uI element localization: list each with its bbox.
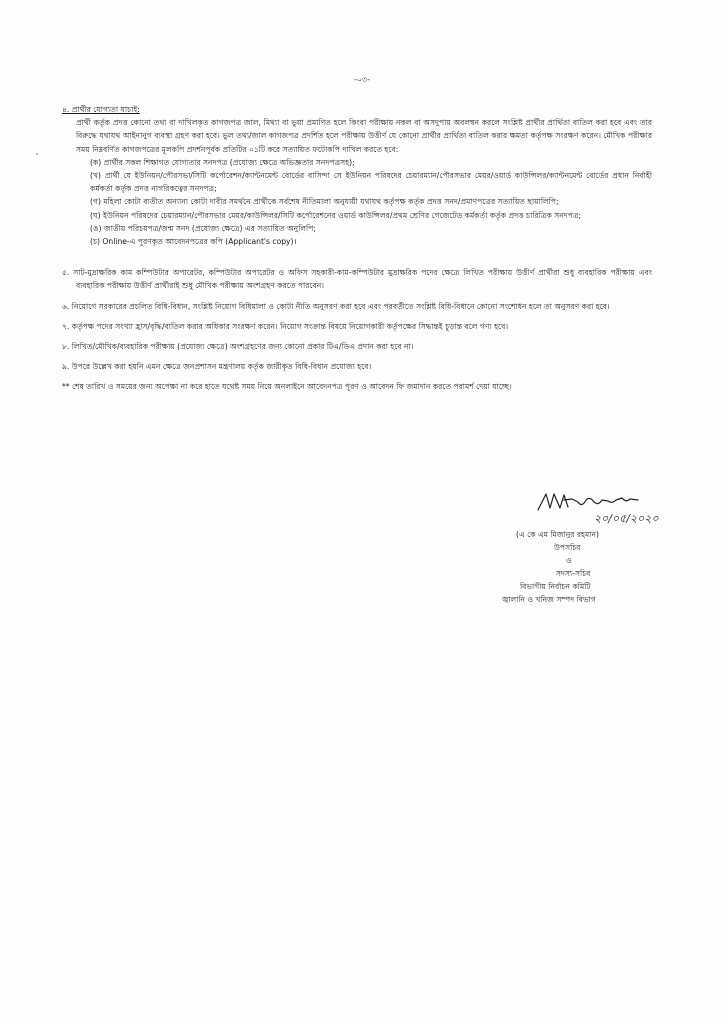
spacer <box>62 373 652 380</box>
list-item: (ঙ) জাতীয় পরিচয়পত্র/জন্ম সনদ (প্রযোজ্য ক্ষেত্রে) এর সত্যায়িত অনুলিপি; <box>90 223 316 233</box>
clause-5: ৫. সাট-মুদ্রাক্ষরিক কাম কম্পিউটার অপারেটর, কম্পিউটার অপারেটর ও অফিস সহকারী-কাম-কম্পিউটার মুদ্রাক্ষরিক পদের ক্ষেত্রে লিখিত পরীক্ষায় উত্তীর্ণ প্রার্থীরা শুধু ব্যবহারিক পরীক্ষায় এবং ব্যবহারিক পরীক্ষায় উত্তীর্ণ প্রার্থীরাই শুধু মৌখিক পরীক্ষায় অংশগ্রহণ করতে পারবেন। <box>62 268 652 291</box>
clause-8: ৮. লিখিত/মৌখিক/ব্যবহারিক পরীক্ষায় (প্রযোজ্য ক্ষেত্রে) অংশগ্রহণের জন্য কোনো প্রকার টিএ/ডিএ প্রদান করা হবে না। <box>62 342 414 352</box>
spacer <box>62 313 652 320</box>
list-item: (ক) প্রার্থীর সকল শিক্ষাগত যোগ্যতার সনদপত্র (প্রযোজ্য ক্ষেত্রে অভিজ্ঞতার সনদপত্রসহ); <box>90 157 355 167</box>
signatory-details <box>490 528 660 606</box>
signatory-name: (এ কে এম মিজানুর রহমান) <box>516 530 599 539</box>
page-number: -০৩- <box>353 75 371 84</box>
clause-9: ৯. উপরে উল্লেখ করা হয়নি এমন ক্ষেত্রে জনপ্রশাসন মন্ত্রণালয় কর্তৃক জারীকৃত বিধি-বিধান প্রযোজ্য হবে। <box>62 362 372 372</box>
spacer <box>62 333 652 340</box>
list-item: (গ) মহিলা কোটা ব্যতীত অন্যান্য কোটা দাবীর সমর্থনে প্রার্থীকে সর্বশেষ নীতিমালা অনুযায়ী যথাযথ কর্তৃপক্ষ কর্তৃক প্রদত্ত সনদ/প্রমাণপত্রের সত্যায়িত ছায়ালিপি; <box>90 197 559 207</box>
signatory-division: জ্বালানি ও খনিজ সম্পদ বিভাগ <box>502 595 596 604</box>
clause-7: ৭. কর্তৃপক্ষ পদের সংখ্যা হ্রাস/বৃদ্ধি/বাতিল করার অধিকার সংরক্ষণ করেন। নিয়োগ সংক্রান্ত বিষয়ে নিয়োগকারী কর্তৃপক্ষের সিদ্ধান্তই চূড়ান্ত বলে গণ্য হবে। <box>62 321 509 331</box>
scan-speck <box>36 153 38 155</box>
list-item: (খ) প্রার্থী যে ইউনিয়ন/পৌরসভা/সিটি কর্পোরেশন/ক্যান্টনমেন্ট বোর্ডের বাসিন্দা সে ইউনিয়ন পরিষদের চেয়ারম্যান/পৌরসভার মেয়র/ওয়ার্ড কাউন্সিলর/ক্যান্টনমেন্ট বোর্ডের প্রধান নির্বাহী কর্মকর্তা কর্তৃক প্রদত্ত নাগরিকত্বের সনদপত্র; <box>90 171 652 194</box>
spacer <box>62 293 652 300</box>
document-body <box>62 103 652 394</box>
spacer <box>62 248 652 266</box>
handwritten-date: ২০/০৫/২০২০ <box>594 512 659 525</box>
signatory-conjunction: ও <box>566 556 572 565</box>
signatory-designation: উপসচিব <box>554 543 581 552</box>
signatory-committee: বিভাগীয় নির্বাচন কমিটি <box>520 582 591 591</box>
section-4-heading: ৪. প্রার্থীর যোগ্যতা যাচাই: <box>62 105 140 114</box>
clause-6: ৬. নিয়োগে সরকারের প্রচলিত বিধি-বিধান, সংশ্লিষ্ট নিয়োগ বিধিমালা ও কোটা নীতি অনুসরণ করা হবে এবং পরবর্তীতে সংশ্লিষ্ট বিধি-বিধানে কোনো সংশোধন হলে তা অনুসরণ করা হবে। <box>62 301 610 311</box>
required-documents-list <box>62 156 652 248</box>
list-item: (ঘ) ইউনিয়ন পরিষদের চেয়ারম্যান/পৌরসভার মেয়র/কাউন্সিলর/সিটি কর্পোরেশনের ওয়ার্ড কাউন্সিলর/প্রথম শ্রেণির গেজেটেড কর্মকর্তা কর্তৃক প্রদত্ত চারিত্রিক সনদপত্র; <box>90 210 582 220</box>
spacer <box>62 353 652 360</box>
list-item: (চ) Online-এ পূরণকৃত আবেদনপত্রের কপি (Applicant's copy)। <box>90 237 297 247</box>
signatory-role: সদস্য-সচিব <box>556 569 591 578</box>
section-4-paragraph: প্রার্থী কর্তৃক প্রদত্ত কোনো তথ্য বা দাখিলকৃত কাগজপত্র জাল, মিথ্যা বা ভুয়া প্রমাণিত হলে কিংবা পরীক্ষায় নকল বা অসদুপায় অবলম্বন করলে সংশ্লিষ্ট প্রার্থীর প্রার্থিতা বাতিল করা হবে এবং তার বিরুদ্ধে যথাযথ আইনানুগ ব্যবস্থা গ্রহণ করা হবে। ভুল তথ্য/জাল কাগজপত্র প্রদর্শিত হলে পরীক্ষায় উত্তীর্ণ যে কোনো প্রার্থীর প্রার্থিতা বাতিল করার ক্ষমতা কর্তৃপক্ষ সংরক্ষণ করেন। মৌখিক পরীক্ষার সময় নিম্নবর্ণিত কাগজপত্রের মূলকপি প্রদর্শনপূর্বক প্রতিটির ০১টি করে সত্যায়িত ফটোকপি দাখিল করতে হবে: <box>76 118 652 154</box>
footnote: ** শেষ তারিখ ও সময়ের জন্য অপেক্ষা না করে হাতে যথেষ্ট সময় নিয়ে অনলাইনে আবেদনপত্র পূরণ ও আবেদন ফি জমাদান করতে পরামর্শ দেয়া যাচ্ছে। <box>62 382 512 392</box>
